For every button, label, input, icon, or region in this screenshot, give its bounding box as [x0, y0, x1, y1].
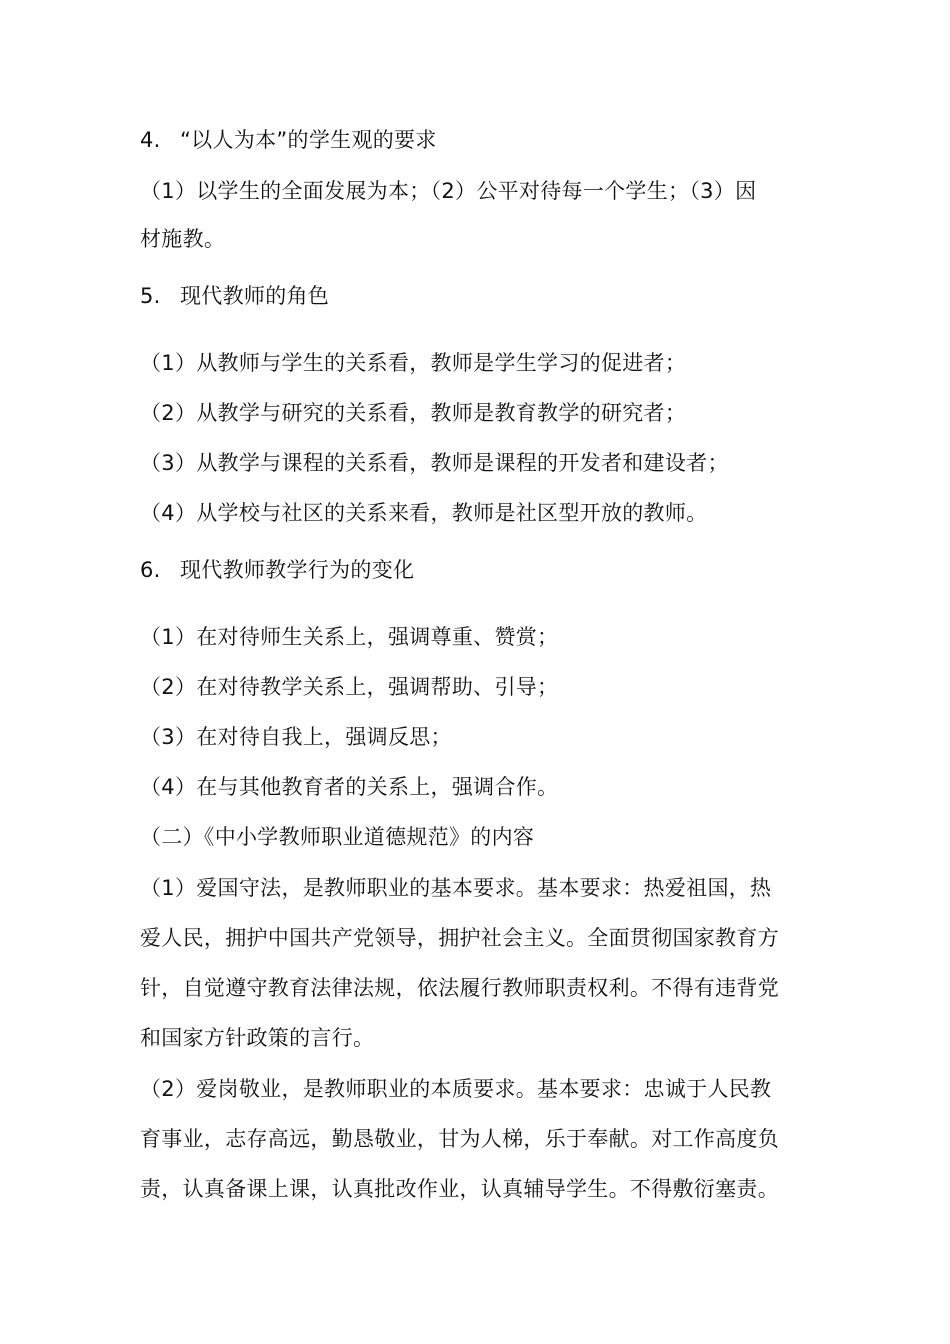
- section-5-item-3: （3）从教学与课程的关系看，教师是课程的开发者和建设者；: [140, 451, 729, 475]
- code-p1-line-4: 和国家方针政策的言行。: [140, 1026, 375, 1050]
- section-4-line-2: 材施教。: [140, 227, 226, 251]
- code-p1-line-3: 针，自觉遵守教育法律法规，依法履行教师职责权利。不得有违背党: [140, 976, 779, 1000]
- section-4-heading: [140, 125, 437, 155]
- section-5-heading: [140, 281, 329, 311]
- code-p1-line-2: 爱人民，拥护中国共产党领导，拥护社会主义。全面贯彻国家教育方: [140, 926, 779, 950]
- section-4-line-1: （1）以学生的全面发展为本；（2）公平对待每一个学生；（3）因: [140, 179, 757, 203]
- section-6-title: 现代教师教学行为的变化: [180, 558, 415, 582]
- section-5-item-4: （4）从学校与社区的关系来看，教师是社区型开放的教师。: [140, 501, 708, 525]
- code-p2-line-2: 育事业，志存高远，勤恳敬业，甘为人梯，乐于奉献。对工作高度负: [140, 1127, 779, 1151]
- section-5-number: 5.: [140, 284, 161, 308]
- section-6-item-4: （4）在与其他教育者的关系上，强调合作。: [140, 775, 559, 799]
- code-p2-line-3: 责，认真备课上课，认真批改作业，认真辅导学生。不得敷衍塞责。: [140, 1177, 779, 1201]
- section-5-item-1: （1）从教师与学生的关系看，教师是学生学习的促进者；: [140, 351, 687, 375]
- section-6-number: 6.: [140, 558, 161, 582]
- section-5-title: 现代教师的角色: [180, 284, 330, 308]
- code-p2-line-1: （2）爱岗敬业，是教师职业的本质要求。基本要求：忠诚于人民教: [140, 1077, 772, 1101]
- section-6-item-2: （2）在对待教学关系上，强调帮助、引导；: [140, 675, 559, 699]
- section-4-title: “以人为本”的学生观的要求: [180, 128, 437, 152]
- section-6-item-1: （1）在对待师生关系上，强调尊重、赞赏；: [140, 625, 559, 649]
- section-6-item-3: （3）在对待自我上，强调反思；: [140, 725, 452, 749]
- section-6-heading: [140, 555, 414, 585]
- code-section-title: （二）《中小学教师职业道德规范》的内容: [140, 825, 535, 849]
- section-4-number: 4.: [140, 128, 161, 152]
- code-p1-line-1: （1）爱国守法，是教师职业的基本要求。基本要求：热爱祖国，热: [140, 876, 772, 900]
- section-5-item-2: （2）从教学与研究的关系看，教师是教育教学的研究者；: [140, 401, 687, 425]
